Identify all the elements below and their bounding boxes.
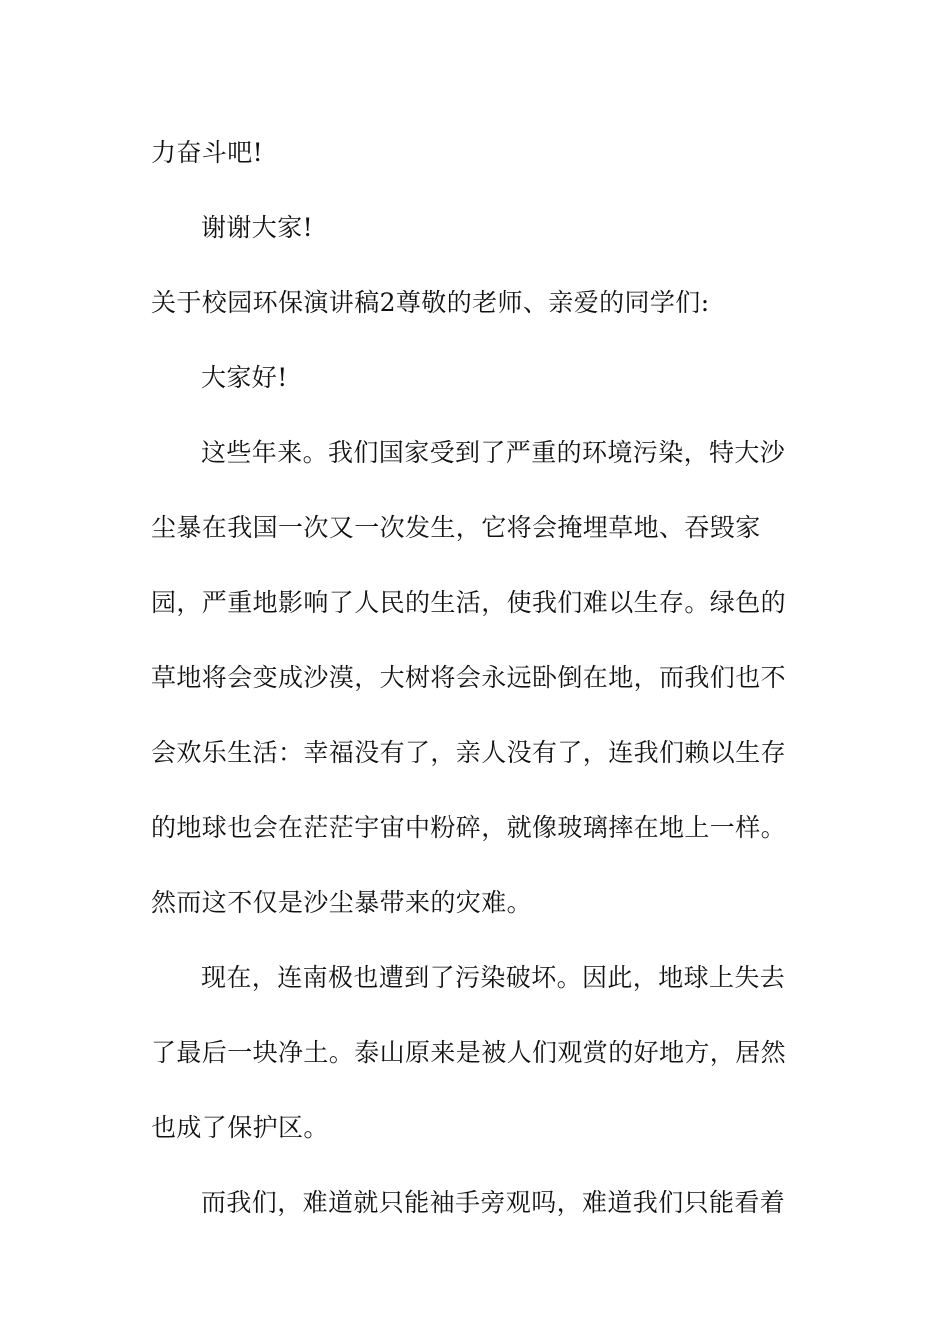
paragraph-line: 会欢乐生活：幸福没有了，亲人没有了，连我们赖以生存 [151,738,787,767]
section-heading: 关于校园环保演讲稿2尊敬的老师、亲爱的同学们: [151,288,710,317]
paragraph-line: 园，严重地影响了人民的生活，使我们难以生存。绿色的 [151,588,787,617]
paragraph-line: 尘暴在我国一次又一次发生，它将会掩埋草地、吞毁家 [151,513,761,542]
paragraph-line: 而我们，难道就只能袖手旁观吗，难道我们只能看着 [201,1188,786,1217]
paragraph-line: 也成了保护区。 [151,1113,329,1142]
paragraph-line: 这些年来。我们国家受到了严重的环境污染，特大沙 [201,438,786,467]
paragraph-line: 现在，连南极也遭到了污染破坏。因此，地球上失去 [201,963,786,992]
paragraph-line: 的地球也会在茫茫宇宙中粉碎，就像玻璃摔在地上一样。 [151,813,787,842]
paragraph-line: 力奋斗吧! [151,138,264,167]
paragraph-line: 草地将会变成沙漠，大树将会永远卧倒在地，而我们也不 [151,663,787,692]
greeting-line: 大家好! [201,363,288,392]
paragraph-line: 了最后一块净土。泰山原来是被人们观赏的好地方，居然 [151,1038,787,1067]
paragraph-line: 然而这不仅是沙尘暴带来的灾难。 [151,888,533,917]
closing-line: 谢谢大家! [201,213,314,242]
